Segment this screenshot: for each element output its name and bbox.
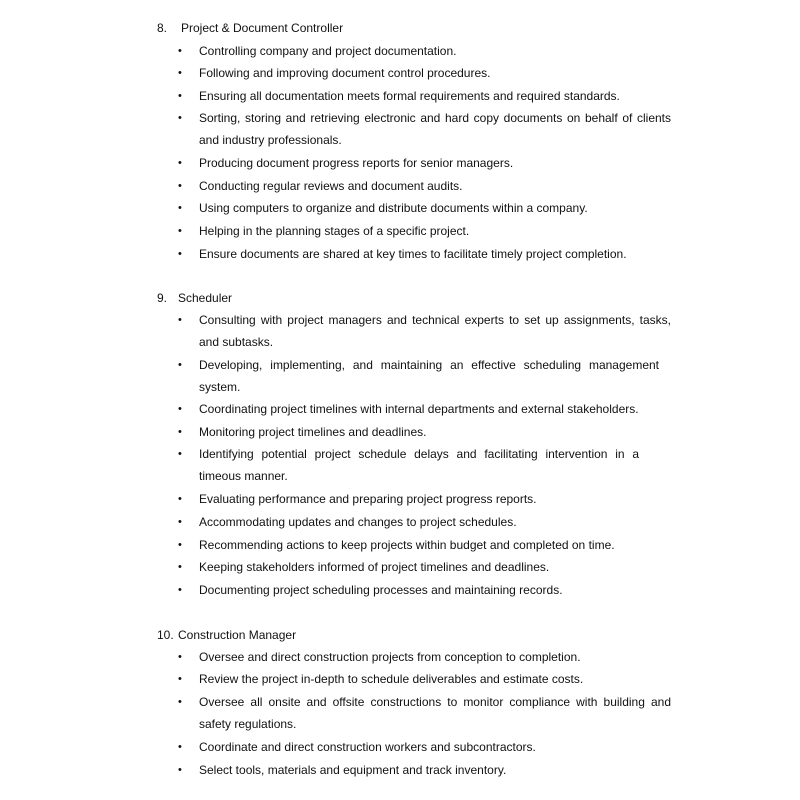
bullet-icon: • bbox=[178, 67, 182, 79]
bullet-icon: • bbox=[178, 314, 182, 326]
list-item-text: Producing document progress reports for senior managers. bbox=[199, 156, 514, 170]
list-item-text: Select tools, materials and equipment and track inventory. bbox=[199, 763, 507, 777]
list-item-text: Evaluating performance and preparing project progress reports. bbox=[199, 492, 537, 506]
bullet-icon: • bbox=[178, 157, 182, 169]
bullet-icon: • bbox=[178, 90, 182, 102]
bullet-icon: • bbox=[178, 561, 182, 573]
list-item-text: Controlling company and project documentation. bbox=[199, 44, 457, 58]
section-heading bbox=[157, 628, 296, 642]
bullet-icon: • bbox=[178, 45, 182, 57]
list-item-text: Ensure documents are shared at key times to facilitate timely project completion. bbox=[199, 247, 627, 261]
list-item-text: Consulting with project managers and technical experts to set up assignments, tasks, and subtasks. bbox=[199, 313, 671, 349]
section-number: 8. bbox=[157, 21, 168, 35]
section-heading bbox=[157, 291, 232, 305]
bullet-icon: • bbox=[178, 112, 182, 124]
bullet-icon: • bbox=[178, 448, 182, 460]
list-item-text: Keeping stakeholders informed of project timelines and deadlines. bbox=[199, 560, 550, 574]
bullet-icon: • bbox=[178, 741, 182, 753]
section-title: Scheduler bbox=[178, 291, 233, 305]
list-item-text: Identifying potential project schedule delays and facilitating intervention in a timeous manner. bbox=[199, 447, 639, 483]
section-number: 10. bbox=[157, 628, 174, 642]
list-item-text: Documenting project scheduling processes and maintaining records. bbox=[199, 583, 563, 597]
bullet-icon: • bbox=[178, 403, 182, 415]
section-number: 9. bbox=[157, 291, 168, 305]
list-item-text: Oversee all onsite and offsite constructions to monitor compliance with building and safety regulations. bbox=[199, 695, 671, 731]
bullet-icon: • bbox=[178, 696, 182, 708]
list-item-text: Conducting regular reviews and document audits. bbox=[199, 179, 463, 193]
section-heading bbox=[157, 21, 343, 35]
bullet-icon: • bbox=[178, 673, 182, 685]
list-item-text: Coordinating project timelines with internal departments and external stakeholders. bbox=[199, 402, 639, 416]
bullet-icon: • bbox=[178, 225, 182, 237]
list-item-text: Review the project in-depth to schedule deliverables and estimate costs. bbox=[199, 672, 584, 686]
list-item-text: Monitoring project timelines and deadlines. bbox=[199, 425, 427, 439]
section-title: Project & Document Controller bbox=[181, 21, 344, 35]
list-item-text: Accommodating updates and changes to project schedules. bbox=[199, 515, 517, 529]
bullet-icon: • bbox=[178, 248, 182, 260]
list-item-text: Developing, implementing, and maintaining an effective scheduling management system. bbox=[199, 358, 659, 394]
bullet-icon: • bbox=[178, 584, 182, 596]
list-item-text: Sorting, storing and retrieving electronic and hard copy documents on behalf of clients and industry professionals. bbox=[199, 111, 671, 147]
bullet-icon: • bbox=[178, 651, 182, 663]
bullet-icon: • bbox=[178, 539, 182, 551]
bullet-icon: • bbox=[178, 359, 182, 371]
list-item-text: Coordinate and direct construction workers and subcontractors. bbox=[199, 740, 536, 754]
bullet-icon: • bbox=[178, 180, 182, 192]
list-item-text: Ensuring all documentation meets formal requirements and required standards. bbox=[199, 89, 620, 103]
bullet-icon: • bbox=[178, 202, 182, 214]
list-item-text: Helping in the planning stages of a specific project. bbox=[199, 224, 470, 238]
list-item-text: Following and improving document control procedures. bbox=[199, 66, 491, 80]
bullet-icon: • bbox=[178, 764, 182, 776]
bullet-icon: • bbox=[178, 516, 182, 528]
bullet-icon: • bbox=[178, 426, 182, 438]
list-item-text: Recommending actions to keep projects within budget and completed on time. bbox=[199, 538, 615, 552]
bullet-icon: • bbox=[178, 493, 182, 505]
section-title: Construction Manager bbox=[178, 628, 297, 642]
list-item-text: Oversee and direct construction projects from conception to completion. bbox=[199, 650, 581, 664]
list-item-text: Using computers to organize and distribute documents within a company. bbox=[199, 201, 588, 215]
